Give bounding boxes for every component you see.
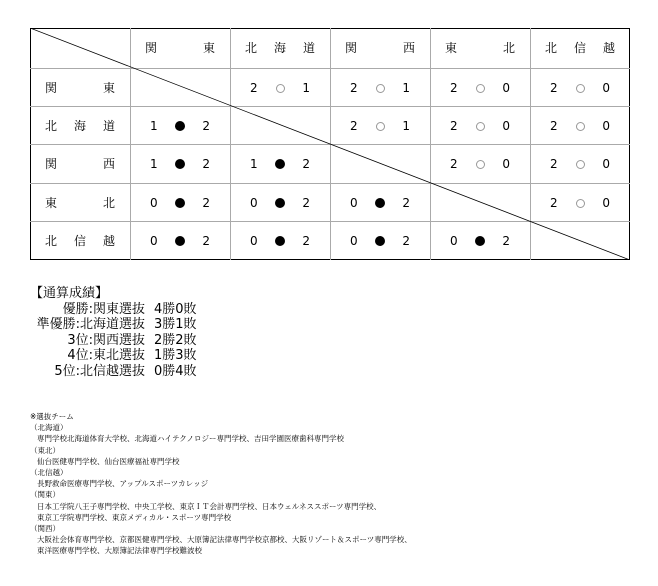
school-list-line: 東洋医療専門学校、大原簿記法律専門学校難波校 <box>37 546 202 556</box>
score-cell <box>330 221 430 261</box>
score-left: 1 <box>150 119 158 133</box>
score-cell <box>530 183 630 223</box>
win-circle-icon <box>476 84 485 93</box>
score-left: 2 <box>450 157 458 171</box>
score-cell <box>130 183 230 223</box>
score-left: 2 <box>550 157 558 171</box>
school-list-line: 専門学校北海道体育大学校、北海道ハイテクノロジー専門学校、吉田学園医療歯科専門学校 <box>37 434 345 444</box>
row-header: 北 信 越 <box>45 234 115 248</box>
summary-record: 0勝4敗 <box>154 363 197 379</box>
score-cell <box>430 144 530 184</box>
summary-title: 【通算成績】 <box>30 286 109 301</box>
region-heading: （東北） <box>30 445 60 455</box>
column-header: 北 海 道 <box>245 41 315 55</box>
summary-row <box>30 333 197 349</box>
column-header: 関 西 <box>345 41 415 55</box>
win-circle-icon <box>476 160 485 169</box>
score-left: 2 <box>450 81 458 95</box>
score-left: 0 <box>350 234 358 248</box>
region-heading: （北信越） <box>30 468 68 478</box>
summary-row <box>30 302 197 318</box>
loss-circle-icon <box>275 236 285 246</box>
loss-circle-icon <box>175 198 185 208</box>
results-table <box>30 28 630 260</box>
row-header: 北 海 道 <box>45 119 115 133</box>
team-notes <box>30 411 412 557</box>
school-list-line: 東京工学院専門学校、東京メディカル・スポーツ専門学校 <box>37 512 232 522</box>
score-right: 2 <box>302 234 310 248</box>
score-right: 0 <box>502 157 510 171</box>
score-left: 2 <box>250 81 258 95</box>
summary-row <box>30 317 197 333</box>
score-left: 0 <box>150 234 158 248</box>
row-header: 関 東 <box>45 81 115 95</box>
summary-rank: 4位:東北選抜 <box>67 348 145 364</box>
score-right: 0 <box>602 81 610 95</box>
summary-record: 3勝1敗 <box>154 317 197 333</box>
score-right: 0 <box>502 119 510 133</box>
score-right: 1 <box>402 81 410 95</box>
score-cell <box>430 106 530 146</box>
summary-record: 4勝0敗 <box>154 301 197 317</box>
school-list-line: 仙台医健専門学校、仙台医療福祉専門学校 <box>37 456 180 466</box>
summary-row <box>30 364 197 380</box>
score-cell <box>330 106 430 146</box>
score-cell <box>330 183 430 223</box>
score-right: 0 <box>602 196 610 210</box>
win-circle-icon <box>576 122 585 131</box>
score-right: 2 <box>202 119 210 133</box>
loss-circle-icon <box>275 198 285 208</box>
score-right: 2 <box>402 234 410 248</box>
score-right: 1 <box>402 119 410 133</box>
win-circle-icon <box>576 160 585 169</box>
loss-circle-icon <box>475 236 485 246</box>
score-left: 2 <box>550 119 558 133</box>
score-right: 1 <box>302 81 310 95</box>
win-circle-icon <box>376 122 385 131</box>
summary-rank: 5位:北信越選抜 <box>54 363 145 379</box>
row-header: 関 西 <box>45 157 115 171</box>
score-cell <box>530 144 630 184</box>
score-cell <box>230 221 330 261</box>
score-cell <box>130 106 230 146</box>
score-right: 2 <box>302 196 310 210</box>
summary-row <box>30 348 197 364</box>
score-right: 2 <box>202 157 210 171</box>
score-right: 2 <box>202 234 210 248</box>
score-left: 2 <box>550 196 558 210</box>
summary-rank: 3位:関西選抜 <box>67 332 145 348</box>
score-left: 0 <box>450 234 458 248</box>
summary-rank: 準優勝:北海道選抜 <box>36 317 145 333</box>
score-right: 0 <box>602 157 610 171</box>
score-cell <box>530 106 630 146</box>
summary-record: 1勝3敗 <box>154 348 197 364</box>
win-circle-icon <box>576 199 585 208</box>
loss-circle-icon <box>275 159 285 169</box>
column-header: 関 東 <box>145 41 215 55</box>
score-left: 1 <box>150 157 158 171</box>
school-list-line: 大阪社会体育専門学校、京都医健専門学校、大原簿記法律専門学校京都校、大阪リゾート＆スポーツ専門学校、 <box>37 535 412 545</box>
loss-circle-icon <box>375 198 385 208</box>
score-left: 0 <box>350 196 358 210</box>
score-cell <box>130 221 230 261</box>
score-cell <box>230 144 330 184</box>
school-list-line: 日本工学院八王子専門学校、中央工学校、東京ＩＴ会計専門学校、日本ウェルネススポーツ専門学校、 <box>37 501 382 511</box>
notes-heading: ※選抜チーム <box>30 412 74 421</box>
loss-circle-icon <box>375 236 385 246</box>
score-right: 2 <box>302 157 310 171</box>
loss-circle-icon <box>175 159 185 169</box>
region-heading: （北海道） <box>30 423 68 433</box>
score-left: 1 <box>250 157 258 171</box>
score-cell <box>230 68 330 108</box>
summary-rank: 優勝:関東選抜 <box>62 301 145 317</box>
win-circle-icon <box>476 122 485 131</box>
win-circle-icon <box>576 84 585 93</box>
region-heading: （関西） <box>30 524 60 534</box>
score-cell <box>430 68 530 108</box>
score-left: 0 <box>250 234 258 248</box>
score-cell <box>430 221 530 261</box>
summary-record: 2勝2敗 <box>154 332 197 348</box>
score-right: 2 <box>402 196 410 210</box>
score-left: 2 <box>350 119 358 133</box>
score-right: 2 <box>202 196 210 210</box>
score-left: 2 <box>450 119 458 133</box>
win-circle-icon <box>276 84 285 93</box>
score-left: 2 <box>350 81 358 95</box>
overall-results <box>30 286 197 380</box>
column-header: 東 北 <box>445 41 515 55</box>
score-left: 2 <box>550 81 558 95</box>
loss-circle-icon <box>175 236 185 246</box>
score-cell <box>230 183 330 223</box>
score-left: 0 <box>150 196 158 210</box>
score-right: 0 <box>502 81 510 95</box>
score-right: 0 <box>602 119 610 133</box>
row-header: 東 北 <box>45 196 115 210</box>
school-list-line: 長野救命医療専門学校、アップルスポーツカレッジ <box>37 479 209 489</box>
score-cell <box>530 68 630 108</box>
score-cell <box>130 144 230 184</box>
loss-circle-icon <box>175 121 185 131</box>
region-heading: （関東） <box>30 490 60 500</box>
score-left: 0 <box>250 196 258 210</box>
column-header: 北 信 越 <box>545 41 615 55</box>
score-cell <box>330 68 430 108</box>
score-right: 2 <box>502 234 510 248</box>
win-circle-icon <box>376 84 385 93</box>
